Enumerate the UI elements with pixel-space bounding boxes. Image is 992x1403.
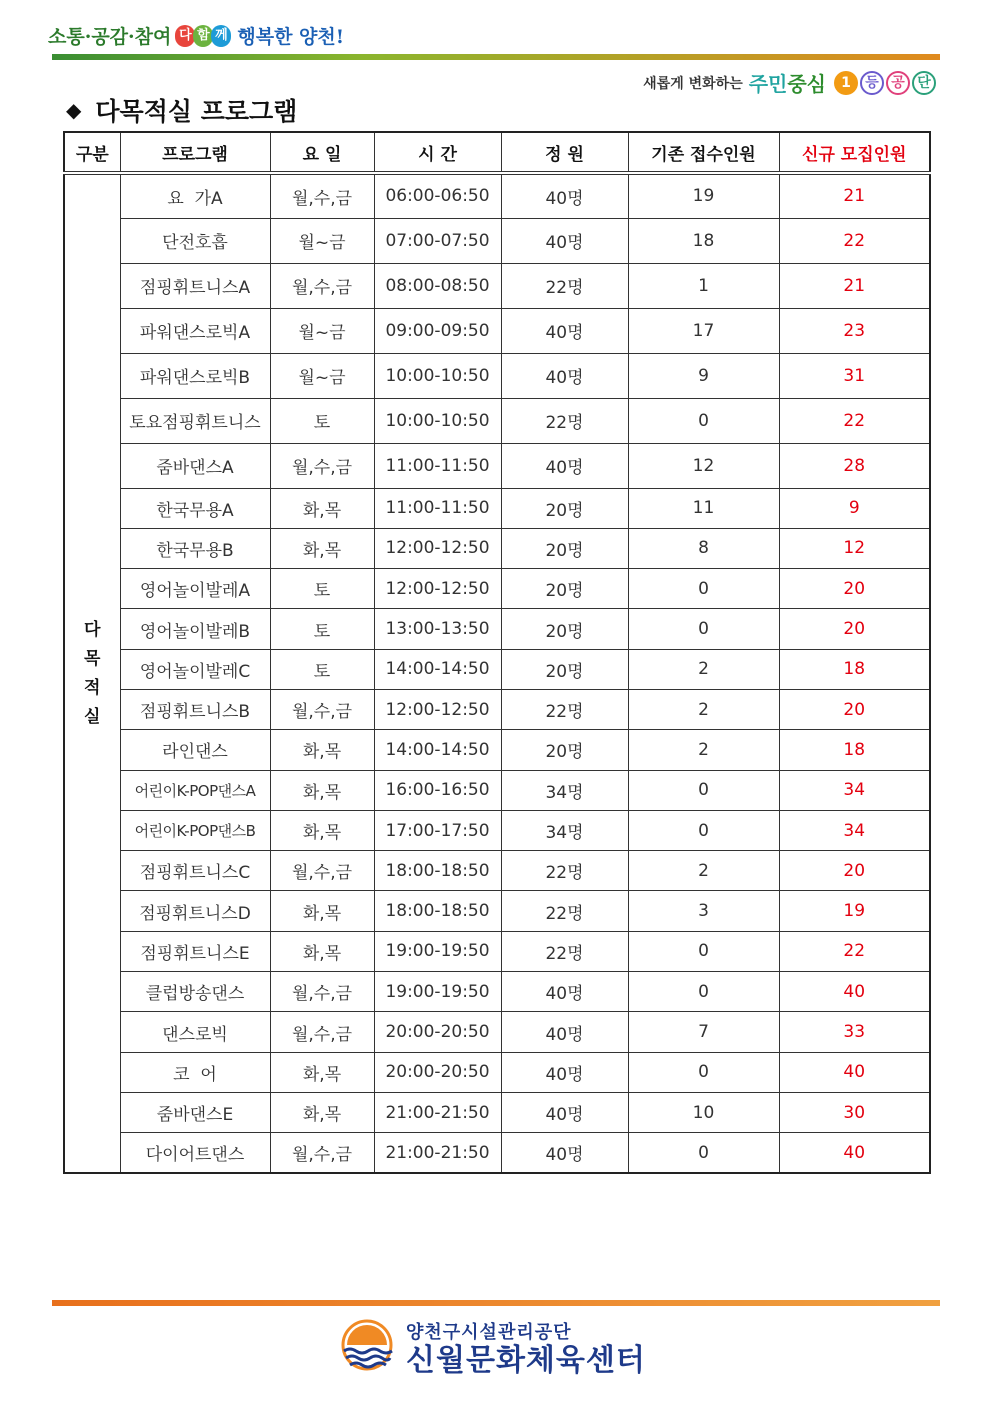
days-cell: 화,목: [270, 810, 374, 850]
days-cell: 토: [270, 569, 374, 609]
time-cell: 21:00-21:50: [374, 1133, 501, 1173]
capacity-cell: 40명: [501, 1052, 628, 1092]
existing-cell: 18: [628, 218, 779, 263]
new-cell: 22: [779, 218, 930, 263]
pill-char-1: 다: [175, 25, 195, 47]
time-cell: 16:00-16:50: [374, 770, 501, 810]
table-row: [64, 609, 930, 649]
category-cell: [64, 173, 120, 1173]
category-char: 적: [84, 677, 101, 698]
footer: [338, 1318, 646, 1378]
header-time: 시 간: [374, 132, 501, 173]
time-cell: 09:00-09:50: [374, 308, 501, 353]
capacity-cell: 22명: [501, 263, 628, 308]
program-cell: 점핑휘트니스C: [120, 851, 270, 891]
days-cell: 월~금: [270, 308, 374, 353]
program-cell: 라인댄스: [120, 730, 270, 770]
existing-cell: 7: [628, 1012, 779, 1052]
time-cell: 11:00-11:50: [374, 443, 501, 488]
existing-cell: 12: [628, 443, 779, 488]
days-cell: 화,목: [270, 1092, 374, 1132]
table-header-row: [64, 132, 930, 173]
category-char: 다: [84, 619, 101, 640]
program-cell: 줌바댄스A: [120, 443, 270, 488]
table-row: [64, 488, 930, 528]
slogan-right: 행복한 양천!: [237, 26, 345, 48]
header-program: 프로그램: [120, 132, 270, 173]
table-row: [64, 649, 930, 689]
tagline-big: [749, 68, 826, 97]
table-row: [64, 263, 930, 308]
days-cell: 월,수,금: [270, 1012, 374, 1052]
program-cell: 단전호흡: [120, 218, 270, 263]
existing-cell: 2: [628, 649, 779, 689]
new-cell: 20: [779, 851, 930, 891]
new-cell: 21: [779, 263, 930, 308]
existing-cell: 0: [628, 810, 779, 850]
capacity-cell: 40명: [501, 443, 628, 488]
table-row: [64, 689, 930, 729]
program-cell: 점핑휘트니스E: [120, 931, 270, 971]
capacity-cell: 22명: [501, 851, 628, 891]
days-cell: 월~금: [270, 218, 374, 263]
time-cell: 12:00-12:50: [374, 569, 501, 609]
capacity-cell: 20명: [501, 730, 628, 770]
table-row: [64, 218, 930, 263]
table-row: [64, 891, 930, 931]
time-cell: 06:00-06:50: [374, 173, 501, 218]
existing-cell: 0: [628, 398, 779, 443]
capacity-cell: 20명: [501, 488, 628, 528]
category-char: 목: [84, 648, 101, 669]
time-cell: 07:00-07:50: [374, 218, 501, 263]
time-cell: 13:00-13:50: [374, 609, 501, 649]
program-cell: 영어놀이발레B: [120, 609, 270, 649]
tagline-small: 새롭게 변화하는: [643, 75, 743, 92]
new-cell: 31: [779, 353, 930, 398]
existing-cell: 10: [628, 1092, 779, 1132]
bottom-divider: [52, 1300, 940, 1306]
capacity-cell: 40명: [501, 972, 628, 1012]
existing-cell: 3: [628, 891, 779, 931]
days-cell: 화,목: [270, 931, 374, 971]
header-slogan: [48, 22, 344, 49]
program-cell: 파워댄스로빅A: [120, 308, 270, 353]
table-row: [64, 1092, 930, 1132]
days-cell: 화,목: [270, 891, 374, 931]
badge-4: 단: [912, 71, 936, 95]
program-cell: 줌바댄스E: [120, 1092, 270, 1132]
new-cell: 23: [779, 308, 930, 353]
time-cell: 08:00-08:50: [374, 263, 501, 308]
new-cell: 20: [779, 569, 930, 609]
slogan-left: 소통·공감·참여: [48, 26, 172, 48]
program-cell: 다이어트댄스: [120, 1133, 270, 1173]
time-cell: 20:00-20:50: [374, 1052, 501, 1092]
days-cell: 월,수,금: [270, 173, 374, 218]
table-body: [64, 173, 930, 1173]
days-cell: 화,목: [270, 1052, 374, 1092]
program-cell: 코 어: [120, 1052, 270, 1092]
days-cell: 월,수,금: [270, 972, 374, 1012]
footer-org: 양천구시설관리공단: [406, 1322, 572, 1343]
new-cell: 20: [779, 689, 930, 729]
time-cell: 17:00-17:50: [374, 810, 501, 850]
table-row: [64, 353, 930, 398]
days-cell: 화,목: [270, 730, 374, 770]
existing-cell: 19: [628, 173, 779, 218]
capacity-cell: 22명: [501, 398, 628, 443]
capacity-cell: 22명: [501, 931, 628, 971]
existing-cell: 17: [628, 308, 779, 353]
new-cell: 33: [779, 1012, 930, 1052]
capacity-cell: 20명: [501, 569, 628, 609]
table-row: [64, 308, 930, 353]
time-cell: 20:00-20:50: [374, 1012, 501, 1052]
table-row: [64, 443, 930, 488]
new-cell: 34: [779, 770, 930, 810]
existing-cell: 0: [628, 609, 779, 649]
new-cell: 9: [779, 488, 930, 528]
table-row: [64, 770, 930, 810]
slogan-pill: [175, 23, 229, 49]
tagline-big-2: 중심: [787, 72, 826, 96]
tagline-big-1: 주민: [748, 72, 788, 96]
new-cell: 40: [779, 1052, 930, 1092]
program-cell: 한국무용A: [120, 488, 270, 528]
existing-cell: 1: [628, 263, 779, 308]
capacity-cell: 34명: [501, 810, 628, 850]
time-cell: 12:00-12:50: [374, 689, 501, 729]
days-cell: 화,목: [270, 488, 374, 528]
time-cell: 18:00-18:50: [374, 851, 501, 891]
days-cell: 토: [270, 649, 374, 689]
header-existing: 기존 접수인원: [628, 132, 779, 173]
days-cell: 화,목: [270, 528, 374, 568]
new-cell: 12: [779, 528, 930, 568]
existing-cell: 0: [628, 569, 779, 609]
pill-char-2: 함: [193, 25, 213, 47]
capacity-cell: 40명: [501, 1092, 628, 1132]
days-cell: 월,수,금: [270, 443, 374, 488]
table-row: [64, 398, 930, 443]
program-table: [63, 131, 931, 1174]
time-cell: 10:00-10:50: [374, 398, 501, 443]
new-cell: 18: [779, 730, 930, 770]
table-row: [64, 1052, 930, 1092]
program-cell: 점핑휘트니스D: [120, 891, 270, 931]
existing-cell: 2: [628, 730, 779, 770]
badge-3: 공: [886, 71, 910, 95]
new-cell: 20: [779, 609, 930, 649]
table-row: [64, 810, 930, 850]
new-cell: 30: [779, 1092, 930, 1132]
program-cell: 영어놀이발레A: [120, 569, 270, 609]
existing-cell: 8: [628, 528, 779, 568]
section-title: [66, 92, 297, 128]
days-cell: 토: [270, 398, 374, 443]
days-cell: 월,수,금: [270, 689, 374, 729]
table-row: [64, 1012, 930, 1052]
capacity-cell: 40명: [501, 218, 628, 263]
sunrise-wave-logo-icon: [338, 1319, 396, 1377]
time-cell: 14:00-14:50: [374, 649, 501, 689]
new-cell: 18: [779, 649, 930, 689]
new-cell: 34: [779, 810, 930, 850]
existing-cell: 0: [628, 770, 779, 810]
table-row: [64, 569, 930, 609]
section-title-text: 다목적실 프로그램: [95, 97, 298, 126]
time-cell: 19:00-19:50: [374, 931, 501, 971]
tagline: [643, 68, 936, 97]
capacity-cell: 40명: [501, 1012, 628, 1052]
category-char: 실: [84, 706, 101, 727]
time-cell: 12:00-12:50: [374, 528, 501, 568]
capacity-cell: 34명: [501, 770, 628, 810]
existing-cell: 0: [628, 972, 779, 1012]
capacity-cell: 22명: [501, 891, 628, 931]
new-cell: 21: [779, 173, 930, 218]
capacity-cell: 40명: [501, 173, 628, 218]
table-row: [64, 173, 930, 218]
header-category: 구분: [64, 132, 120, 173]
top-divider: [52, 54, 940, 60]
header-days: 요 일: [270, 132, 374, 173]
existing-cell: 2: [628, 689, 779, 729]
program-cell: 한국무용B: [120, 528, 270, 568]
existing-cell: 11: [628, 488, 779, 528]
existing-cell: 9: [628, 353, 779, 398]
time-cell: 11:00-11:50: [374, 488, 501, 528]
days-cell: 월,수,금: [270, 263, 374, 308]
table-row: [64, 1133, 930, 1173]
days-cell: 화,목: [270, 770, 374, 810]
time-cell: 18:00-18:50: [374, 891, 501, 931]
header-capacity: 정 원: [501, 132, 628, 173]
new-cell: 40: [779, 972, 930, 1012]
program-cell: 어린이K-POP댄스B: [120, 810, 270, 850]
table-row: [64, 851, 930, 891]
time-cell: 10:00-10:50: [374, 353, 501, 398]
program-cell: 영어놀이발레C: [120, 649, 270, 689]
capacity-cell: 22명: [501, 689, 628, 729]
program-cell: 댄스로빅: [120, 1012, 270, 1052]
capacity-cell: 40명: [501, 353, 628, 398]
program-cell: 어린이K-POP댄스A: [120, 770, 270, 810]
capacity-cell: 20명: [501, 649, 628, 689]
days-cell: 월,수,금: [270, 851, 374, 891]
table-row: [64, 528, 930, 568]
table-row: [64, 730, 930, 770]
program-cell: 토요점핑휘트니스: [120, 398, 270, 443]
table-row: [64, 972, 930, 1012]
new-cell: 19: [779, 891, 930, 931]
existing-cell: 0: [628, 1052, 779, 1092]
header-new: 신규 모집인원: [779, 132, 930, 173]
days-cell: 월~금: [270, 353, 374, 398]
capacity-cell: 20명: [501, 609, 628, 649]
capacity-cell: 40명: [501, 308, 628, 353]
capacity-cell: 40명: [501, 1133, 628, 1173]
table-row: [64, 931, 930, 971]
existing-cell: 0: [628, 1133, 779, 1173]
program-cell: 점핑휘트니스A: [120, 263, 270, 308]
time-cell: 19:00-19:50: [374, 972, 501, 1012]
existing-cell: 0: [628, 931, 779, 971]
program-cell: 요 가A: [120, 173, 270, 218]
badge-2: 등: [860, 71, 884, 95]
time-cell: 21:00-21:50: [374, 1092, 501, 1132]
capacity-cell: 20명: [501, 528, 628, 568]
footer-center-name: 신월문화체육센터: [406, 1343, 646, 1378]
program-cell: 파워댄스로빅B: [120, 353, 270, 398]
diamond-bullet-icon: ◆: [66, 98, 82, 122]
program-cell: 클럽방송댄스: [120, 972, 270, 1012]
days-cell: 토: [270, 609, 374, 649]
program-cell: 점핑휘트니스B: [120, 689, 270, 729]
days-cell: 월,수,금: [270, 1133, 374, 1173]
existing-cell: 2: [628, 851, 779, 891]
new-cell: 28: [779, 443, 930, 488]
new-cell: 40: [779, 1133, 930, 1173]
new-cell: 22: [779, 398, 930, 443]
pill-char-3: 께: [211, 25, 231, 47]
badge-1: 1: [834, 71, 858, 95]
time-cell: 14:00-14:50: [374, 730, 501, 770]
new-cell: 22: [779, 931, 930, 971]
